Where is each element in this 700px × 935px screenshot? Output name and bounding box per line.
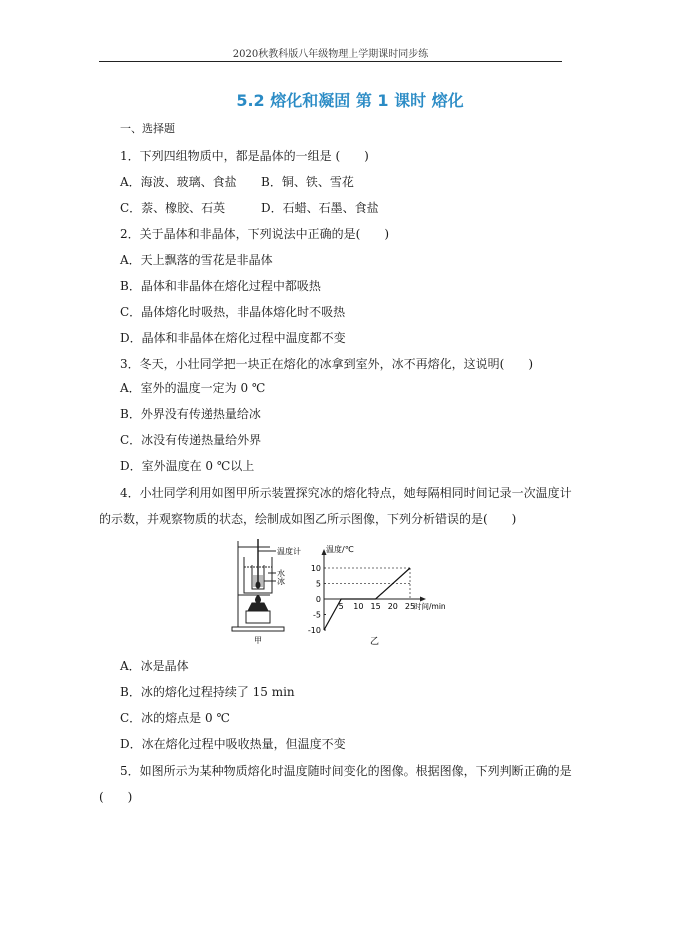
- label-ice: 冰: [277, 577, 285, 586]
- question-1-option-c: C．萘、橡胶、石英: [120, 201, 226, 215]
- question-3-stem: 3．冬天，小壮同学把一块正在熔化的冰拿到室外，冰不再熔化，这说明( ): [120, 357, 534, 371]
- x-tick-label: 25: [404, 602, 416, 611]
- x-tick-label: 10: [353, 602, 364, 611]
- question-4-option-d: D．冰在熔化过程中吸收热量，但温度不变: [120, 737, 346, 751]
- y-axis-label: 温度/℃: [326, 545, 354, 554]
- x-tick-label: 5: [338, 602, 344, 611]
- question-1-stem: 1．下列四组物质中，都是晶体的一组是 ( ): [120, 149, 369, 163]
- x-tick-label: 15: [370, 602, 381, 611]
- x-axis-label: 时间/min: [414, 602, 446, 611]
- question-4-option-a: A．冰是晶体: [120, 659, 189, 673]
- y-tick-label: -10: [307, 626, 321, 635]
- question-4-option-c: C．冰的熔点是 0 ℃: [120, 711, 230, 725]
- question-4-option-b: B．冰的熔化过程持续了 15 min: [120, 685, 295, 699]
- question-2-stem: 2．关于晶体和非晶体，下列说法中正确的是( ): [120, 227, 389, 241]
- question-2-option-d: D．晶体和非晶体在熔化过程中温度都不变: [120, 331, 346, 345]
- question-1-option-d: D．石蜡、石墨、食盐: [261, 201, 379, 215]
- chart-caption: 乙: [370, 637, 380, 647]
- question-4-figure: [230, 537, 446, 649]
- figure-svg: [230, 537, 446, 649]
- header-divider: [99, 61, 562, 62]
- x-tick-label: 20: [387, 602, 398, 611]
- question-1-option-b: B．铜、铁、雪花: [261, 175, 354, 189]
- label-water: 水: [277, 569, 285, 578]
- stand-base: [232, 627, 284, 631]
- apparatus-caption: 甲: [254, 636, 262, 645]
- question-3-option-d: D．室外温度在 0 ℃以上: [120, 459, 255, 473]
- temperature-chart: [308, 544, 446, 635]
- question-2-option-c: C．晶体熔化时吸热，非晶体熔化时不吸热: [120, 305, 346, 319]
- section-heading: 一、选择题: [120, 122, 175, 135]
- question-2-option-a: A．天上飘落的雪花是非晶体: [120, 253, 273, 267]
- lamp-flame: [256, 595, 261, 603]
- page-header: 2020秋教科版八年级物理上学期课时同步练: [232, 49, 429, 60]
- question-3-option-c: C．冰没有传递热量给外界: [120, 433, 262, 447]
- lesson-title: 5.2 熔化和凝固 第 1 课时 熔化: [236, 91, 464, 110]
- y-tick-label: 10: [310, 564, 321, 573]
- question-5-stem-line-2: ( ): [99, 790, 133, 804]
- alcohol-lamp: [248, 603, 268, 611]
- question-2-option-b: B．晶体和非晶体在熔化过程中都吸热: [120, 279, 321, 293]
- x-axis-arrow: [420, 597, 426, 602]
- label-thermometer: 温度计: [277, 547, 301, 556]
- y-tick-label: 0: [315, 595, 321, 604]
- question-3-option-b: B．外界没有传递热量给冰: [120, 407, 261, 421]
- question-3-option-a: A．室外的温度一定为 0 ℃: [120, 381, 266, 395]
- question-4-stem-line-1: 4．小壮同学利用如图甲所示装置探究冰的熔化特点，她每隔相同时间记录一次温度计: [120, 486, 572, 500]
- question-1-option-a: A．海波、玻璃、食盐: [120, 175, 237, 189]
- y-tick-label: 5: [315, 579, 321, 589]
- lamp-body: [246, 611, 270, 623]
- thermometer-bulb: [256, 582, 260, 588]
- question-5-stem-line-1: 5．如图所示为某种物质熔化时温度随时间变化的图像。根据图像，下列判断正确的是: [120, 764, 572, 778]
- question-4-stem-line-2: 的示数，并观察物质的状态，绘制成如图乙所示图像，下列分析错误的是( ): [99, 512, 517, 526]
- y-tick-label: -5: [313, 610, 321, 620]
